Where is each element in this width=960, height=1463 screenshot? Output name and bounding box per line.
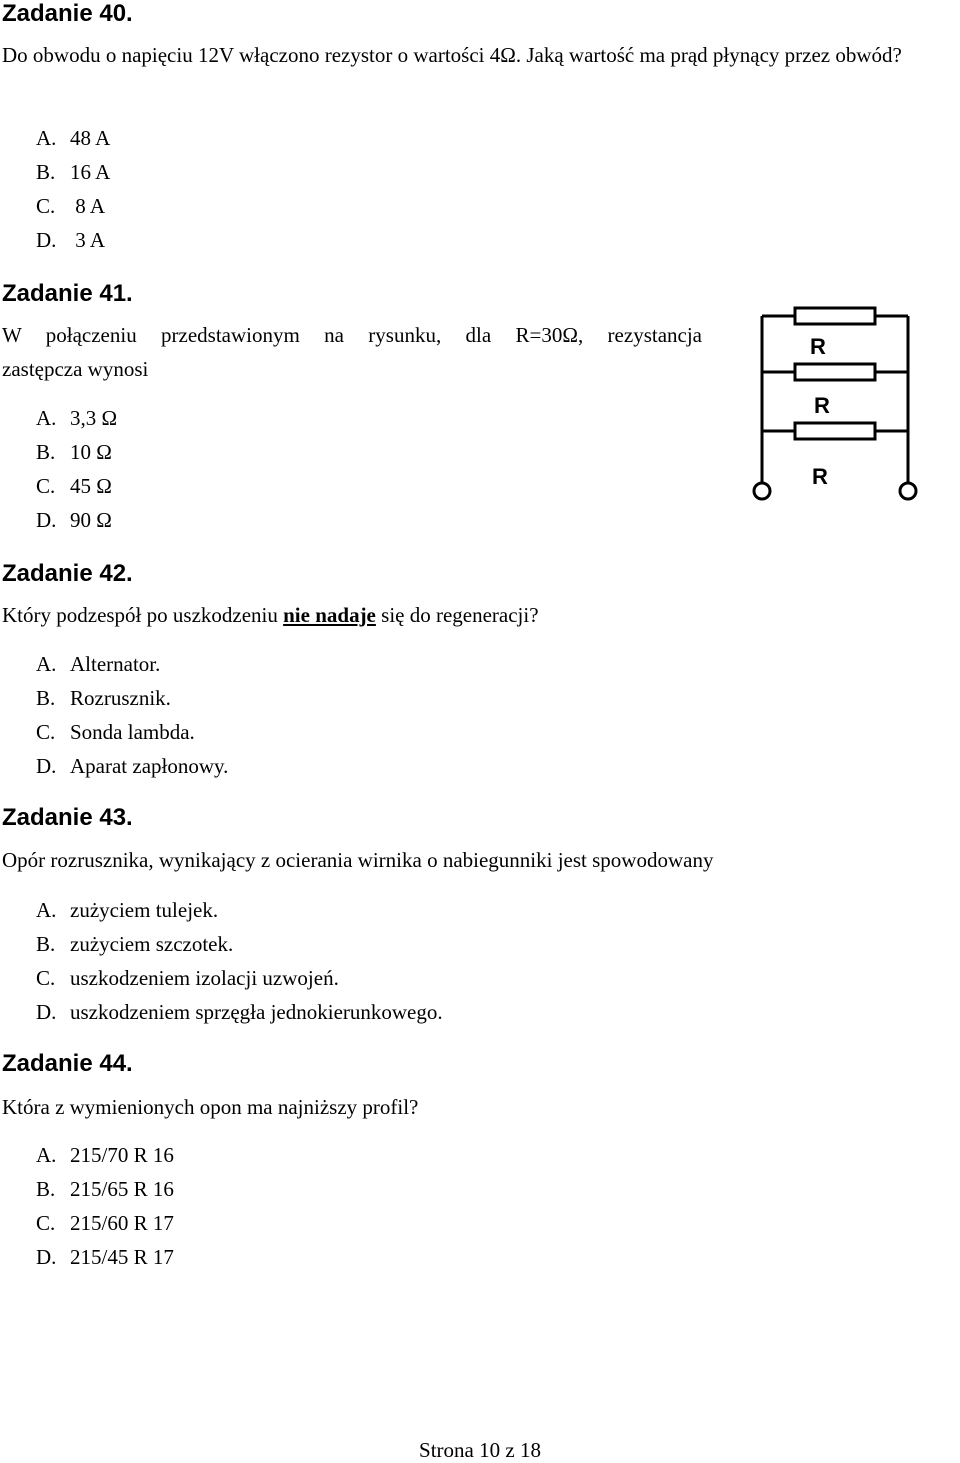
option-text: 215/45 R 17 — [70, 1245, 174, 1269]
option-text: 215/70 R 16 — [70, 1143, 174, 1167]
option-text: zużyciem szczotek. — [70, 932, 234, 956]
option-text: 215/65 R 16 — [70, 1177, 174, 1201]
task-42-question — [2, 598, 539, 632]
option-letter: C. — [36, 1211, 56, 1235]
resistor-label: R — [814, 393, 830, 418]
option-text: Rozrusznik. — [70, 686, 171, 710]
option-letter: C. — [36, 194, 56, 218]
option-d — [36, 995, 443, 1029]
resistor-top — [795, 308, 875, 324]
terminal-right — [900, 483, 916, 499]
option-b — [36, 927, 443, 961]
option-letter: B. — [36, 932, 56, 956]
option-d — [36, 749, 228, 783]
task-41-heading: Zadanie 41. — [2, 280, 133, 307]
option-letter: C. — [36, 474, 56, 498]
option-letter: D. — [36, 228, 57, 252]
task-43-heading: Zadanie 43. — [2, 804, 133, 831]
option-letter: A. — [36, 898, 57, 922]
option-a — [36, 893, 443, 927]
option-d — [36, 1240, 174, 1274]
option-c — [36, 189, 110, 223]
option-text: 90 Ω — [70, 508, 112, 532]
task-40-question: Do obwodu o napięciu 12V włączono rezystor o wartości 4Ω. Jaką wartość ma prąd płynący przez obwód? — [2, 43, 902, 67]
resistor-circuit-diagram — [748, 300, 923, 505]
option-a — [36, 1138, 174, 1172]
option-letter: C. — [36, 966, 56, 990]
question-text: się do regeneracji? — [375, 603, 539, 627]
task-43-options — [36, 893, 443, 1029]
option-text: 10 Ω — [70, 440, 112, 464]
option-letter: C. — [36, 720, 56, 744]
option-c — [36, 1206, 174, 1240]
task-43-question: Opór rozrusznika, wynikający z ocierania wirnika o nabiegunniki jest spowodowany — [2, 848, 714, 872]
option-a — [36, 647, 228, 681]
option-text: Alternator. — [70, 652, 161, 676]
task-40-options — [36, 121, 110, 257]
option-b — [36, 681, 228, 715]
task-44-question: Która z wymienionych opon ma najniższy profil? — [2, 1095, 419, 1119]
option-letter: D. — [36, 1245, 57, 1269]
resistor-label: R — [812, 464, 828, 489]
task-41-options — [36, 401, 117, 537]
question-text: Który podzespół po uszkodzeniu — [2, 603, 284, 627]
option-letter: B. — [36, 160, 56, 184]
option-c — [36, 961, 443, 995]
question-emphasis: nie nadaje — [283, 603, 376, 627]
option-c — [36, 715, 228, 749]
option-text: 16 A — [70, 160, 111, 184]
option-letter: A. — [36, 1143, 57, 1167]
option-a — [36, 401, 117, 435]
task-42-heading: Zadanie 42. — [2, 560, 133, 587]
task-41-question-line2: zastępcza wynosi — [2, 357, 149, 381]
page-number: Strona 10 z 18 — [419, 1438, 541, 1462]
option-text: 3 A — [70, 228, 106, 252]
task-41-question-line1: W połączeniu przedstawionym na rysunku, dla R=30Ω, rezystancja — [2, 323, 702, 347]
option-text: Aparat zapłonowy. — [70, 754, 229, 778]
task-44-heading: Zadanie 44. — [2, 1050, 133, 1077]
task-40-heading: Zadanie 40. — [2, 0, 133, 27]
option-b — [36, 435, 117, 469]
option-letter: B. — [36, 1177, 56, 1201]
option-letter: D. — [36, 1000, 57, 1024]
option-letter: B. — [36, 686, 56, 710]
resistor-middle — [795, 364, 875, 380]
task-44-options — [36, 1138, 174, 1274]
option-d — [36, 223, 110, 257]
option-a — [36, 121, 110, 155]
terminal-left — [754, 483, 770, 499]
option-text: uszkodzeniem sprzęgła jednokierunkowego. — [70, 1000, 443, 1024]
option-text: uszkodzeniem izolacji uzwojeń. — [70, 966, 339, 990]
option-text: 8 A — [70, 194, 106, 218]
option-text: Sonda lambda. — [70, 720, 195, 744]
option-b — [36, 155, 110, 189]
option-text: 48 A — [70, 126, 111, 150]
option-c — [36, 469, 117, 503]
option-letter: D. — [36, 508, 57, 532]
option-text: 45 Ω — [70, 474, 112, 498]
option-letter: A. — [36, 406, 57, 430]
option-d — [36, 503, 117, 537]
option-letter: B. — [36, 440, 56, 464]
option-text: 215/60 R 17 — [70, 1211, 174, 1235]
option-text: 3,3 Ω — [70, 406, 118, 430]
resistor-bottom — [795, 423, 875, 439]
option-letter: A. — [36, 126, 57, 150]
option-letter: D. — [36, 754, 57, 778]
option-b — [36, 1172, 174, 1206]
option-letter: A. — [36, 652, 57, 676]
option-text: zużyciem tulejek. — [70, 898, 219, 922]
task-42-options — [36, 647, 228, 783]
resistor-label: R — [810, 334, 826, 359]
